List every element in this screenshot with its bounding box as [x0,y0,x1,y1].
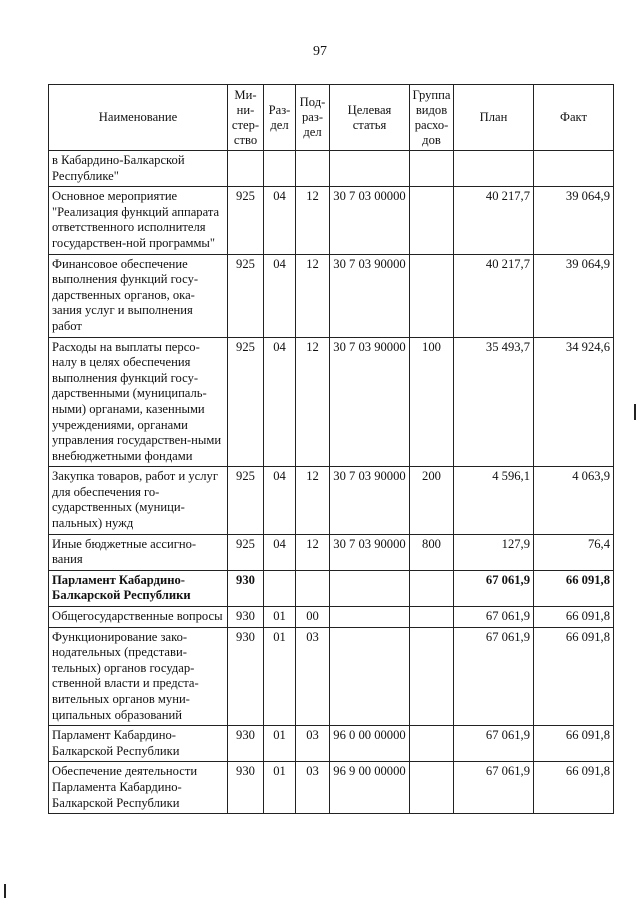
cell-subsection: 12 [296,337,330,467]
cell-name: Финансовое обеспечение выполнения функций госу-дарственных органов, ока-зания услуг и выполнения работ [49,254,228,337]
cell-section: 01 [264,762,296,814]
cell-target [330,627,410,726]
cell-fact [534,151,614,187]
cell-fact: 66 091,8 [534,607,614,628]
cell-plan: 35 493,7 [454,337,534,467]
cell-ministry: 925 [228,534,264,570]
cell-subsection: 03 [296,726,330,762]
table-row [49,762,614,814]
cell-plan: 127,9 [454,534,534,570]
cell-target: 30 7 03 00000 [330,187,410,254]
table-row [49,607,614,628]
table-row [49,570,614,606]
cell-fact: 76,4 [534,534,614,570]
cell-group: 200 [410,467,454,534]
cell-ministry: 925 [228,337,264,467]
cell-section: 04 [264,254,296,337]
cell-plan: 67 061,9 [454,627,534,726]
table-row [49,151,614,187]
cell-name: Общегосударственные вопросы [49,607,228,628]
header-subsection-text: Под- раз- дел [299,95,326,139]
header-subsection [296,85,330,151]
cell-plan: 67 061,9 [454,762,534,814]
cell-subsection [296,570,330,606]
cell-ministry: 930 [228,607,264,628]
cell-target: 30 7 03 90000 [330,254,410,337]
cell-ministry: 925 [228,467,264,534]
cell-group [410,570,454,606]
cell-ministry: 930 [228,627,264,726]
cell-name: Иные бюджетные ассигно-вания [49,534,228,570]
cell-fact: 39 064,9 [534,187,614,254]
table-row [49,254,614,337]
cell-section: 01 [264,726,296,762]
header-ministry [228,85,264,151]
cell-subsection: 12 [296,187,330,254]
cell-name: в Кабардино-Балкарской Республике" [49,151,228,187]
cell-name: Закупка товаров, работ и услуг для обеспечения го-сударственных (муници-пальных) нужд [49,467,228,534]
cell-section [264,570,296,606]
cell-target [330,570,410,606]
cell-target: 96 9 00 00000 [330,762,410,814]
cell-target: 30 7 03 90000 [330,534,410,570]
table-row [49,627,614,726]
header-target [330,85,410,151]
cell-fact: 39 064,9 [534,254,614,337]
cell-group [410,726,454,762]
cell-ministry: 930 [228,726,264,762]
cell-target: 30 7 03 90000 [330,337,410,467]
cell-group [410,151,454,187]
cell-target [330,607,410,628]
cell-name: Обеспечение деятельности Парламента Кабардино-Балкарской Республики [49,762,228,814]
cell-subsection [296,151,330,187]
cell-target: 96 0 00 00000 [330,726,410,762]
cell-plan: 67 061,9 [454,726,534,762]
cell-section: 04 [264,187,296,254]
cell-ministry: 930 [228,570,264,606]
header-group-text: Группа видов расхо- дов [412,87,451,147]
table-row [49,726,614,762]
cell-subsection: 12 [296,254,330,337]
cell-section: 04 [264,337,296,467]
cell-ministry [228,151,264,187]
header-fact: Факт [534,85,614,151]
cell-target [330,151,410,187]
table-row [49,534,614,570]
cell-target: 30 7 03 90000 [330,467,410,534]
cell-subsection: 12 [296,467,330,534]
cell-plan: 67 061,9 [454,607,534,628]
cell-group: 800 [410,534,454,570]
header-plan: План [454,85,534,151]
header-section-text: Раз- дел [268,102,291,132]
cell-plan: 40 217,7 [454,254,534,337]
cell-name: Основное мероприятие "Реализация функций аппарата ответственного исполнителя государствен-ной программы" [49,187,228,254]
header-name: Наименование [49,85,228,151]
margin-mark-left [4,884,6,898]
cell-plan [454,151,534,187]
header-group [410,85,454,151]
cell-plan: 67 061,9 [454,570,534,606]
page-number: 97 [313,44,327,59]
cell-name: Парламент Кабардино-Балкарской Республики [49,726,228,762]
cell-subsection: 00 [296,607,330,628]
cell-fact: 66 091,8 [534,570,614,606]
cell-group [410,187,454,254]
cell-fact: 66 091,8 [534,726,614,762]
cell-section [264,151,296,187]
cell-section: 01 [264,607,296,628]
header-row [49,85,614,151]
table-row [49,337,614,467]
cell-group [410,607,454,628]
header-ministry-text: Ми- ни- стер- ство [231,87,260,147]
cell-group [410,254,454,337]
cell-section: 01 [264,627,296,726]
cell-plan: 4 596,1 [454,467,534,534]
header-target-text: Целевая статья [347,102,392,132]
budget-table [48,84,614,814]
cell-fact: 34 924,6 [534,337,614,467]
cell-subsection: 12 [296,534,330,570]
table-row [49,187,614,254]
cell-plan: 40 217,7 [454,187,534,254]
cell-subsection: 03 [296,627,330,726]
cell-group [410,627,454,726]
cell-group: 100 [410,337,454,467]
cell-subsection: 03 [296,762,330,814]
cell-ministry: 930 [228,762,264,814]
cell-ministry: 925 [228,187,264,254]
cell-section: 04 [264,467,296,534]
cell-name: Парламент Кабардино-Балкарской Республики [49,570,228,606]
margin-mark-right [634,404,636,420]
cell-ministry: 925 [228,254,264,337]
cell-name: Расходы на выплаты персо-налу в целях обеспечения выполнения функций госу-дарственными (муниципаль-ными) органами, казенными учреждениями, органами управления государствен-ными внебюджетными фондами [49,337,228,467]
cell-fact: 4 063,9 [534,467,614,534]
cell-name: Функционирование зако-нодательных (представи-тельных) органов государ-ственной власти и предста-вительных органов муни-ципальных образований [49,627,228,726]
cell-group [410,762,454,814]
header-section [264,85,296,151]
cell-section: 04 [264,534,296,570]
cell-fact: 66 091,8 [534,762,614,814]
table-row [49,467,614,534]
cell-fact: 66 091,8 [534,627,614,726]
